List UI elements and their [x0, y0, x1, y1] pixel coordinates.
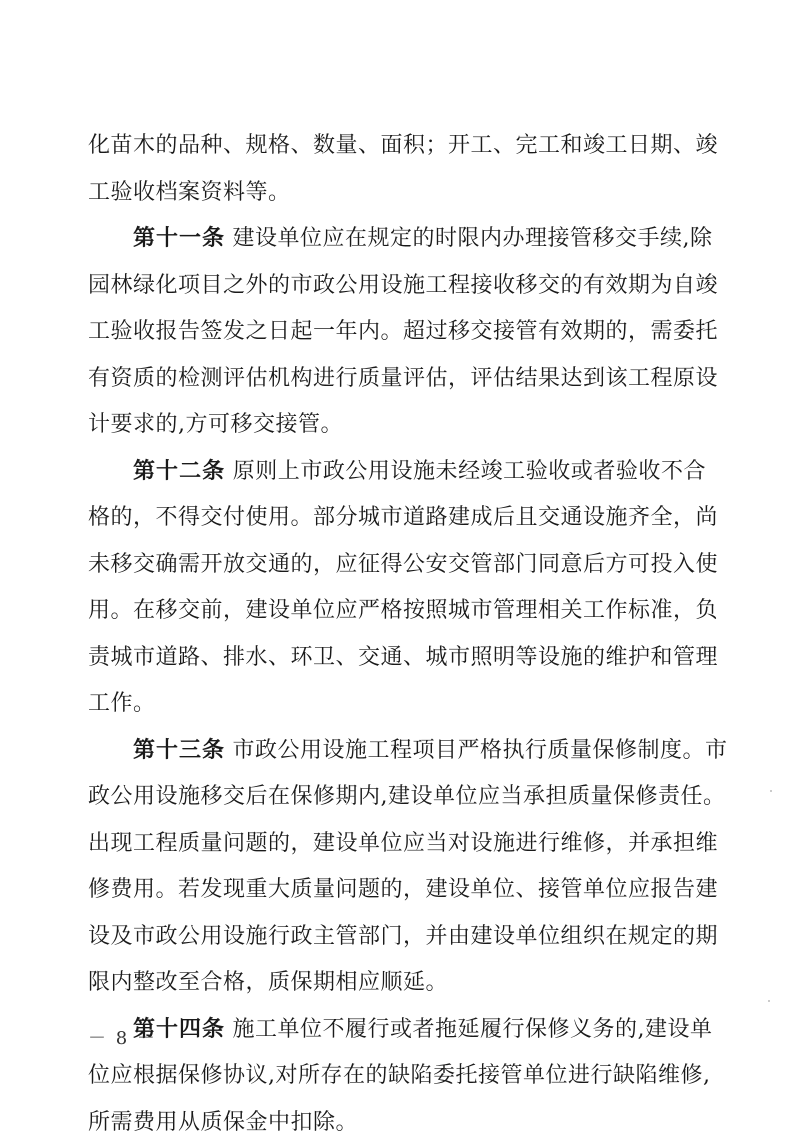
scan-speck	[768, 1000, 770, 1002]
article-13-first-text: 市政公用设施工程项目严格执行质量保修制度。市	[233, 738, 728, 763]
text-line: 工验收档案资料等。	[88, 170, 706, 217]
text-line: 政公用设施移交后在保修期内,建设单位应当承担质量保修责任。	[88, 774, 706, 821]
article-13-first-line	[88, 728, 706, 775]
text-line: 园林绿化项目之外的市政公用设施工程接收移交的有效期为自竣	[88, 263, 706, 310]
text-line: 计要求的,方可移交接管。	[88, 402, 706, 449]
text-line: 用。在移交前，建设单位应严格按照城市管理相关工作标准，负	[88, 588, 706, 635]
text-line: 未移交确需开放交通的，应征得公安交管部门同意后方可投入使	[88, 542, 706, 589]
article-12-heading: 第十二条	[133, 459, 225, 484]
article-11-first-text: 建设单位应在规定的时限内办理接管移交手续,除	[233, 226, 713, 251]
text-line: 化苗木的品种、规格、数量、面积；开工、完工和竣工日期、竣	[88, 123, 706, 170]
text-line: 有资质的检测评估机构进行质量评估，评估结果达到该工程原设	[88, 356, 706, 403]
article-11-first-line	[88, 216, 706, 263]
article-14-first-line	[88, 1007, 706, 1054]
text-line: 工作。	[88, 681, 706, 728]
text-line: 限内整改至合格，质保期相应顺延。	[88, 960, 706, 1007]
article-13-heading: 第十三条	[133, 738, 225, 763]
article-12-first-text: 原则上市政公用设施未经竣工验收或者验收不合	[233, 459, 706, 484]
scan-speck	[770, 790, 772, 792]
article-14-heading: 第十四条	[133, 1017, 225, 1042]
article-14-first-text: 施工单位不履行或者拖延履行保修义务的,建设单	[233, 1017, 713, 1042]
text-line: 修费用。若发现重大质量问题的，建设单位、接管单位应报告建	[88, 867, 706, 914]
text-line: 所需费用从质保金中扣除。	[88, 1100, 706, 1146]
text-line: 工验收报告签发之日起一年内。超过移交接管有效期的，需委托	[88, 309, 706, 356]
body-text	[88, 123, 706, 1146]
text-line: 位应根据保修协议,对所存在的缺陷委托接管单位进行缺陷维修,	[88, 1053, 706, 1100]
text-line: 格的，不得交付使用。部分城市道路建成后且交通设施齐全，尚	[88, 495, 706, 542]
text-line: 设及市政公用设施行政主管部门，并由建设单位组织在规定的期	[88, 914, 706, 961]
page-number: － 8 －	[88, 1024, 157, 1050]
text-line: 出现工程质量问题的，建设单位应当对设施进行维修，并承担维	[88, 821, 706, 868]
article-12-first-line	[88, 449, 706, 496]
text-line: 责城市道路、排水、环卫、交通、城市照明等设施的维护和管理	[88, 635, 706, 682]
article-11-heading: 第十一条	[133, 226, 225, 251]
